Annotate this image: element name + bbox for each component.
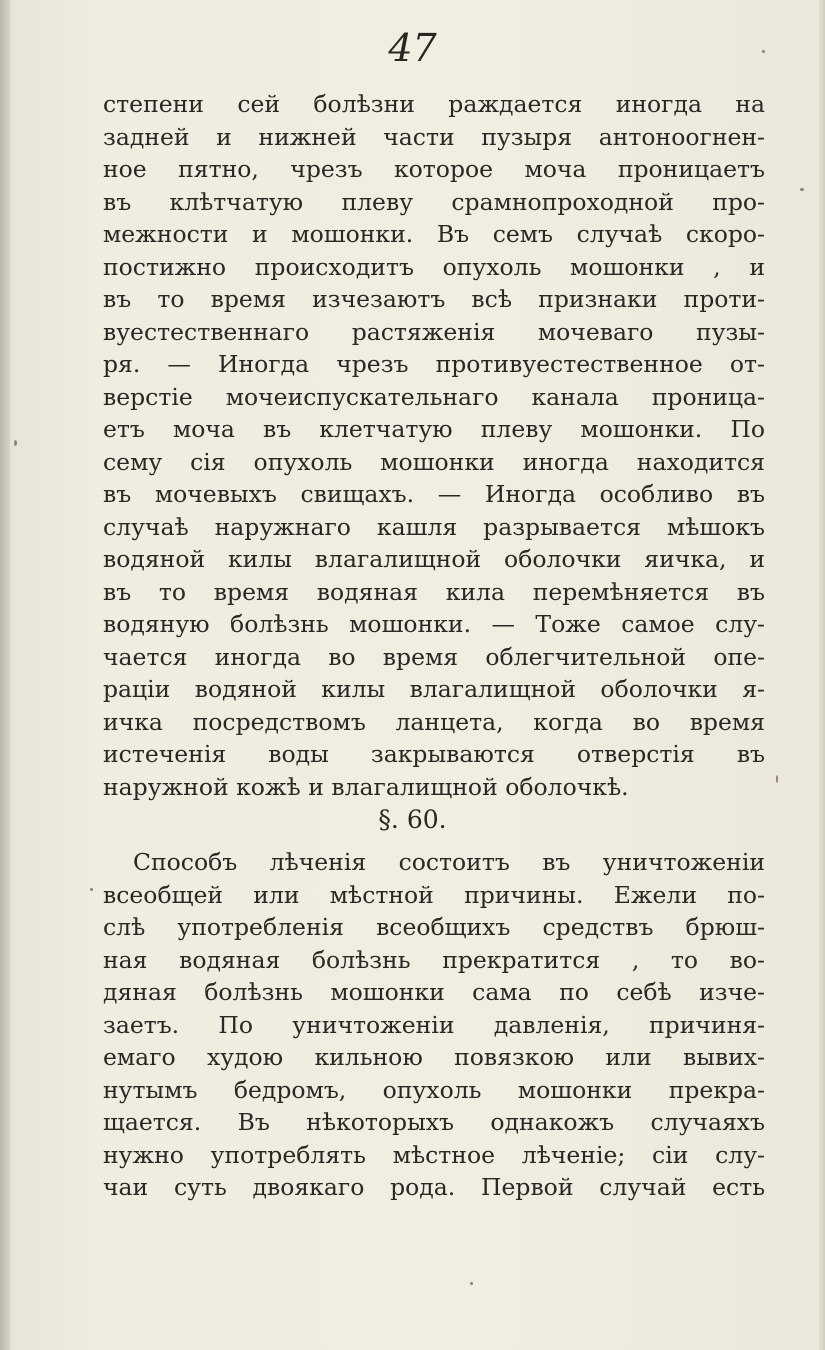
text-line: верстіе мочеиспускательнаго канала проница- bbox=[103, 382, 765, 411]
text-line: въ клѣтчатую плеву срамнопроходной про- bbox=[103, 187, 765, 216]
page-number: 47 bbox=[388, 26, 437, 70]
text-line: нутымъ бедромъ, опухоль мошонки прекра- bbox=[103, 1075, 765, 1104]
text-line: водяной килы влагалищной оболочки яичка, и bbox=[103, 545, 765, 573]
text-line: случаѣ наружнаго кашля разрывается мѣшокъ bbox=[103, 512, 765, 541]
paper-speck bbox=[776, 775, 778, 783]
paper-speck bbox=[90, 888, 93, 891]
text-line: межности и мошонки. Въ семъ случаѣ скоро- bbox=[103, 220, 765, 248]
text-line: етъ моча въ клетчатую плеву мошонки. По bbox=[103, 415, 765, 443]
text-line: раціи водяной килы влагалищной оболочки я- bbox=[103, 675, 765, 703]
text-line: всеобщей или мѣстной причины. Ежели по- bbox=[103, 880, 765, 909]
text-line: вуестественнаго растяженія мочеваго пузы- bbox=[103, 317, 765, 346]
paper-speck bbox=[762, 50, 765, 53]
page-edge bbox=[819, 0, 825, 1350]
text-line: въ то время водяная кила перемѣняется въ bbox=[103, 577, 765, 606]
text-line: водяную болѣзнь мошонки. — Тоже самое слу- bbox=[103, 610, 765, 638]
text-line: задней и нижней части пузыря антоноогнен- bbox=[103, 122, 765, 151]
paper-speck bbox=[14, 440, 17, 446]
text-line: заетъ. По уничтоженіи давленія, причиня- bbox=[103, 1010, 765, 1039]
text-line: дяная болѣзнь мошонки сама по себѣ изче- bbox=[103, 978, 765, 1006]
text-line: чаи суть двоякаго рода. Первой случай есть bbox=[103, 1173, 765, 1201]
text-line: нужно употреблять мѣстное лѣченіе; сіи слу- bbox=[103, 1140, 765, 1169]
text-line: сему сія опухоль мошонки иногда находится bbox=[103, 447, 765, 476]
text-line: наружной кожѣ и влагалищной оболочкѣ. bbox=[103, 772, 629, 801]
text-line: емаго худою кильною повязкою или вывих- bbox=[103, 1043, 765, 1071]
text-line: постижно происходитъ опухоль мошонки , и bbox=[103, 252, 765, 281]
text-line: ря. — Иногда чрезъ противуестественное от- bbox=[103, 350, 765, 378]
text-line: ное пятно, чрезъ которое моча проницаетъ bbox=[103, 155, 765, 183]
text-line: ичка посредствомъ ланцета, когда во время bbox=[103, 707, 765, 736]
text-line: чается иногда во время облегчительной опе- bbox=[103, 642, 765, 671]
text-line: ная водяная болѣзнь прекратится , то во- bbox=[103, 945, 765, 974]
section-heading: §. 60. bbox=[378, 805, 447, 834]
paragraph-1 bbox=[103, 88, 765, 803]
page-gutter-shadow bbox=[0, 0, 10, 1350]
text-line: степени сей болѣзни раждается иногда на bbox=[103, 90, 765, 118]
text-line: въ то время изчезаютъ всѣ признаки проти- bbox=[103, 285, 765, 313]
paragraph-2 bbox=[103, 846, 765, 1204]
text-line: истеченія воды закрываются отверстія въ bbox=[103, 740, 765, 768]
paper-speck bbox=[470, 1282, 473, 1285]
paper-speck bbox=[800, 188, 804, 191]
text-line: Способъ лѣченія состоитъ въ уничтоженіи bbox=[133, 848, 765, 876]
text-line: щается. Въ нѣкоторыхъ однакожъ случаяхъ bbox=[103, 1108, 765, 1136]
text-line: въ мочевыхъ свищахъ. — Иногда особливо въ bbox=[103, 480, 765, 508]
text-line: слѣ употребленія всеобщихъ средствъ брюш- bbox=[103, 913, 765, 941]
